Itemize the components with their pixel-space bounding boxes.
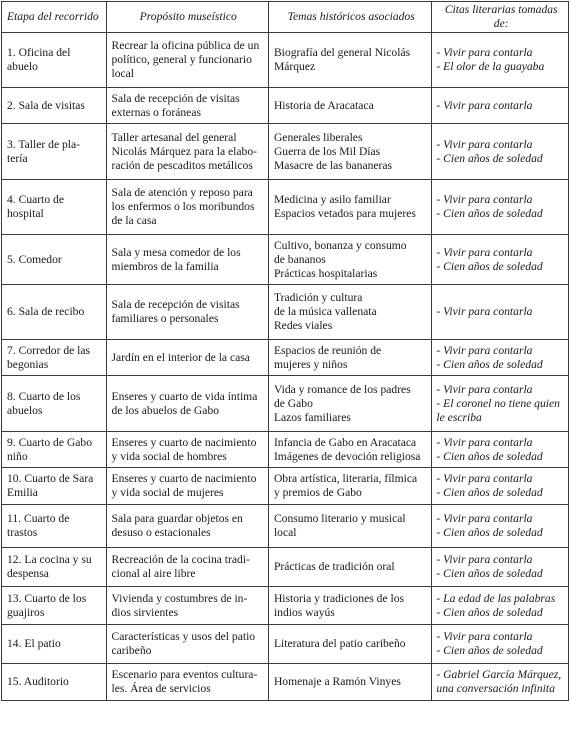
cell-etapa-line: 9. Cuarto de Gabo bbox=[7, 435, 93, 449]
cell-temas-line: Generales liberales bbox=[273, 130, 363, 144]
cell-citas bbox=[432, 124, 569, 180]
cell-etapa bbox=[2, 124, 107, 180]
cell-temas-line: Infancia de Gabo en Aracataca bbox=[273, 435, 417, 449]
cell-citas-line: - Vivir para contarla bbox=[436, 512, 533, 525]
cell-etapa bbox=[2, 625, 107, 664]
cell-proposito-line: dios sirvientes bbox=[111, 605, 179, 619]
cell-temas bbox=[268, 285, 431, 340]
cell-proposito-line: Sala para guardar objetos en bbox=[111, 512, 243, 525]
cell-temas-line: Literatura del patio caribeño bbox=[273, 637, 406, 650]
cell-temas bbox=[268, 432, 431, 468]
cell-proposito bbox=[106, 180, 268, 235]
cell-temas bbox=[268, 587, 431, 625]
cell-citas-line: - Vivir para contarla bbox=[436, 305, 533, 318]
cell-proposito-line: miembros de la familia bbox=[111, 259, 219, 273]
cell-temas bbox=[268, 88, 431, 124]
header-citas: Citas literarias tomadas de: bbox=[432, 2, 569, 33]
table-row bbox=[2, 180, 569, 235]
cell-citas-line: - Cien años de soledad bbox=[436, 449, 543, 463]
cell-proposito bbox=[106, 88, 268, 124]
cell-etapa-line: 10. Cuarto de Sara bbox=[7, 472, 94, 485]
cell-etapa-line: 15. Auditorio bbox=[7, 675, 69, 688]
cell-temas bbox=[268, 33, 431, 88]
cell-proposito-line: Sala de recepción de visitas bbox=[111, 91, 240, 105]
museum-route-table bbox=[1, 1, 569, 701]
cell-proposito bbox=[106, 625, 268, 664]
cell-proposito-line: local bbox=[111, 67, 135, 80]
cell-citas-line: - Cien años de soledad bbox=[436, 357, 543, 371]
cell-proposito-line: externas o foráneas bbox=[111, 105, 201, 119]
cell-temas-line: Cultivo, bonanza y consumo bbox=[273, 238, 407, 252]
table-row bbox=[2, 625, 569, 664]
cell-proposito-line: familiares o personales bbox=[111, 312, 219, 325]
cell-proposito-line: político, general y funcionario bbox=[111, 53, 252, 66]
cell-citas bbox=[432, 33, 569, 88]
cell-citas-line: - Vivir para contarla bbox=[436, 98, 533, 112]
cell-etapa-line: begonias bbox=[7, 357, 49, 371]
cell-citas-line: - Vivir para contarla bbox=[436, 553, 533, 566]
cell-etapa-line: guajiros bbox=[7, 605, 45, 619]
cell-proposito-line: y vida social de mujeres bbox=[111, 486, 224, 499]
cell-citas bbox=[432, 625, 569, 664]
cell-etapa bbox=[2, 340, 107, 376]
cell-citas-line: - Vivir para contarla bbox=[436, 343, 533, 357]
cell-citas-line: le escriba bbox=[436, 410, 482, 424]
cell-temas bbox=[268, 376, 431, 432]
cell-proposito-line: Enseres y cuarto de nacimiento bbox=[111, 435, 257, 449]
cell-temas-line: Redes viales bbox=[273, 319, 333, 332]
cell-citas-line: - Vivir para contarla bbox=[436, 435, 533, 449]
cell-proposito bbox=[106, 468, 268, 505]
cell-etapa-line: 13. Cuarto de los bbox=[7, 591, 87, 605]
cell-temas bbox=[268, 124, 431, 180]
cell-proposito-line: Jardín en el interior de la casa bbox=[111, 350, 250, 364]
cell-citas bbox=[432, 505, 569, 548]
cell-citas-line: - Vivir para contarla bbox=[436, 137, 533, 151]
table-row bbox=[2, 340, 569, 376]
cell-citas-line: - Cien años de soledad bbox=[436, 526, 543, 539]
header-etapa: Etapa del recorrido bbox=[2, 2, 107, 33]
cell-citas-line: - Vivir para contarla bbox=[436, 472, 533, 485]
cell-etapa bbox=[2, 548, 107, 587]
cell-etapa-line: 8. Cuarto de los bbox=[7, 389, 81, 403]
cell-proposito bbox=[106, 432, 268, 468]
cell-temas-line: Márquez bbox=[273, 60, 316, 73]
header-proposito: Propósito museístico bbox=[106, 2, 268, 33]
cell-temas-line: Historia y tradiciones de los bbox=[273, 591, 405, 605]
cell-citas-line: una conversación infinita bbox=[436, 682, 555, 695]
cell-citas bbox=[432, 340, 569, 376]
cell-etapa-line: 7. Corredor de las bbox=[7, 343, 91, 357]
table-row bbox=[2, 235, 569, 285]
cell-proposito-line: Escenario para eventos cultura- bbox=[111, 668, 258, 681]
cell-proposito bbox=[106, 124, 268, 180]
table-row bbox=[2, 124, 569, 180]
cell-citas-line: - Cien años de soledad bbox=[436, 605, 543, 619]
cell-etapa-line: trastos bbox=[7, 526, 38, 539]
cell-proposito-line: les. Área de servicios bbox=[111, 682, 211, 695]
cell-proposito-line: Taller artesanal del general bbox=[111, 130, 237, 144]
cell-etapa bbox=[2, 376, 107, 432]
cell-etapa-line: 12. La cocina y su bbox=[7, 553, 92, 566]
cell-etapa-line: 11. Cuarto de bbox=[7, 512, 70, 525]
cell-etapa bbox=[2, 33, 107, 88]
cell-proposito-line: Nicolás Márquez para la elabo- bbox=[111, 144, 257, 158]
header-temas: Temas históricos asociados bbox=[268, 2, 431, 33]
cell-etapa bbox=[2, 285, 107, 340]
cell-temas bbox=[268, 468, 431, 505]
cell-temas-line: Homenaje a Ramón Vinyes bbox=[273, 675, 401, 688]
cell-citas-line: - Gabriel García Márquez, bbox=[436, 668, 562, 681]
cell-citas bbox=[432, 468, 569, 505]
cell-proposito bbox=[106, 376, 268, 432]
cell-citas bbox=[432, 548, 569, 587]
cell-temas-line: Historia de Aracataca bbox=[273, 98, 374, 112]
cell-citas bbox=[432, 587, 569, 625]
cell-citas bbox=[432, 432, 569, 468]
cell-etapa-line: 1. Oficina del bbox=[7, 46, 71, 59]
cell-citas bbox=[432, 235, 569, 285]
cell-proposito-line: Sala y mesa comedor de los bbox=[111, 245, 241, 259]
table-row bbox=[2, 587, 569, 625]
table-row bbox=[2, 548, 569, 587]
table-header-row bbox=[2, 2, 569, 33]
cell-proposito-line: de la casa bbox=[111, 214, 157, 227]
cell-etapa bbox=[2, 587, 107, 625]
cell-citas-line: - Cien años de soledad bbox=[436, 151, 543, 165]
cell-proposito bbox=[106, 548, 268, 587]
cell-proposito-line: Enseres y cuarto de vida íntima bbox=[111, 389, 258, 403]
cell-proposito-line: los enfermos o los moribundos bbox=[111, 200, 255, 213]
cell-proposito-line: de los abuelos de Gabo bbox=[111, 403, 220, 417]
cell-etapa-line: 5. Comedor bbox=[7, 252, 62, 266]
cell-temas-line: Biografía del general Nicolás bbox=[273, 46, 411, 59]
cell-etapa bbox=[2, 180, 107, 235]
cell-proposito bbox=[106, 505, 268, 548]
cell-proposito bbox=[106, 33, 268, 88]
table-row bbox=[2, 468, 569, 505]
table-row bbox=[2, 88, 569, 124]
cell-etapa-line: hospital bbox=[7, 207, 44, 220]
cell-etapa-line: 4. Cuarto de bbox=[7, 193, 64, 206]
cell-etapa-line: tería bbox=[7, 151, 28, 165]
table-row bbox=[2, 285, 569, 340]
cell-citas-line: - Vivir para contarla bbox=[436, 193, 533, 206]
cell-etapa-line: Emilia bbox=[7, 486, 38, 499]
document-page bbox=[1, 1, 569, 701]
table-body bbox=[2, 33, 569, 701]
cell-temas-line: Masacre de las bananeras bbox=[273, 158, 393, 172]
cell-citas-line: - Vivir para contarla bbox=[436, 630, 533, 643]
cell-temas-line: de bananos bbox=[273, 252, 326, 266]
cell-proposito-line: Vivienda y costumbres de in- bbox=[111, 591, 248, 605]
cell-citas-line: - La edad de las palabras bbox=[436, 591, 556, 605]
cell-etapa bbox=[2, 505, 107, 548]
cell-proposito bbox=[106, 340, 268, 376]
table-row bbox=[2, 505, 569, 548]
cell-proposito-line: caribeño bbox=[111, 644, 152, 657]
cell-citas-line: - Vivir para contarla bbox=[436, 245, 533, 259]
cell-proposito-line: y vida social de hombres bbox=[111, 449, 227, 463]
cell-temas-line: Medicina y asilo familiar bbox=[273, 193, 391, 206]
cell-etapa bbox=[2, 664, 107, 701]
cell-temas-line: Tradición y cultura bbox=[273, 291, 363, 304]
cell-proposito-line: cional al aire libre bbox=[111, 567, 196, 580]
table-row bbox=[2, 432, 569, 468]
cell-temas-line: Prácticas hospitalarias bbox=[273, 266, 378, 280]
cell-citas-line: - El coronel no tiene quien bbox=[436, 396, 560, 410]
cell-etapa-line: 6. Sala de recibo bbox=[7, 305, 85, 318]
table-row bbox=[2, 664, 569, 701]
cell-proposito-line: Enseres y cuarto de nacimiento bbox=[111, 472, 257, 485]
cell-citas bbox=[432, 285, 569, 340]
cell-citas-line: - Cien años de soledad bbox=[436, 207, 543, 220]
cell-proposito-line: ración de pescaditos metálicos bbox=[111, 158, 253, 172]
cell-etapa-line: abuelos bbox=[7, 403, 43, 417]
cell-temas-line: de la música vallenata bbox=[273, 305, 377, 318]
table-row bbox=[2, 376, 569, 432]
cell-etapa bbox=[2, 235, 107, 285]
cell-citas-line: - Cien años de soledad bbox=[436, 486, 543, 499]
cell-proposito bbox=[106, 285, 268, 340]
cell-temas-line: Espacios vetados para mujeres bbox=[273, 207, 416, 220]
cell-citas-line: - Cien años de soledad bbox=[436, 644, 543, 657]
cell-etapa bbox=[2, 88, 107, 124]
cell-temas-line: mujeres y niños bbox=[273, 357, 348, 371]
cell-temas-line: Vida y romance de los padres bbox=[273, 382, 411, 396]
cell-proposito bbox=[106, 587, 268, 625]
cell-temas bbox=[268, 625, 431, 664]
cell-proposito-line: desuso o estacionales bbox=[111, 526, 211, 539]
cell-temas-line: Consumo literario y musical bbox=[273, 512, 406, 525]
cell-temas bbox=[268, 548, 431, 587]
cell-temas bbox=[268, 505, 431, 548]
cell-citas-line: - Vivir para contarla bbox=[436, 46, 533, 59]
cell-etapa-line: 2. Sala de visitas bbox=[7, 98, 85, 112]
cell-temas-line: y premios de Gabo bbox=[273, 486, 362, 499]
cell-etapa bbox=[2, 468, 107, 505]
cell-citas-line: - Cien años de soledad bbox=[436, 567, 543, 580]
table-row bbox=[2, 33, 569, 88]
cell-temas bbox=[268, 664, 431, 701]
cell-proposito bbox=[106, 235, 268, 285]
cell-temas-line: de Gabo bbox=[273, 396, 313, 410]
cell-etapa bbox=[2, 432, 107, 468]
cell-temas-line: local bbox=[273, 526, 297, 539]
cell-citas-line: - El olor de la guayaba bbox=[436, 60, 545, 73]
cell-temas-line: Espacios de reunión de bbox=[273, 343, 382, 357]
cell-proposito-line: Sala de recepción de visitas bbox=[111, 298, 240, 311]
cell-temas bbox=[268, 235, 431, 285]
cell-temas-line: Lazos familiares bbox=[273, 410, 351, 424]
cell-etapa-line: niño bbox=[7, 449, 28, 463]
cell-etapa-line: abuelo bbox=[7, 60, 38, 73]
cell-temas-line: Guerra de los Mil Días bbox=[273, 144, 381, 158]
cell-etapa-line: despensa bbox=[7, 567, 49, 580]
cell-proposito-line: Recreación de la cocina tradi- bbox=[111, 553, 250, 566]
cell-temas-line: Prácticas de tradición oral bbox=[273, 560, 395, 573]
cell-temas-line: Imágenes de devoción religiosa bbox=[273, 449, 421, 463]
cell-etapa-line: 14. El patio bbox=[7, 637, 61, 650]
cell-citas bbox=[432, 88, 569, 124]
cell-proposito bbox=[106, 664, 268, 701]
cell-proposito-line: Características y usos del patio bbox=[111, 630, 256, 643]
cell-citas-line: - Vivir para contarla bbox=[436, 382, 533, 396]
cell-proposito-line: Sala de atención y reposo para bbox=[111, 186, 253, 199]
cell-citas-line: - Cien años de soledad bbox=[436, 259, 543, 273]
cell-proposito-line: Recrear la oficina pública de un bbox=[111, 39, 260, 52]
cell-citas bbox=[432, 376, 569, 432]
cell-temas-line: indios wayús bbox=[273, 605, 335, 619]
cell-etapa-line: 3. Taller de pla- bbox=[7, 137, 81, 151]
cell-temas bbox=[268, 340, 431, 376]
cell-citas bbox=[432, 180, 569, 235]
cell-citas bbox=[432, 664, 569, 701]
cell-temas bbox=[268, 180, 431, 235]
cell-temas-line: Obra artística, literaria, fílmica bbox=[273, 472, 418, 485]
